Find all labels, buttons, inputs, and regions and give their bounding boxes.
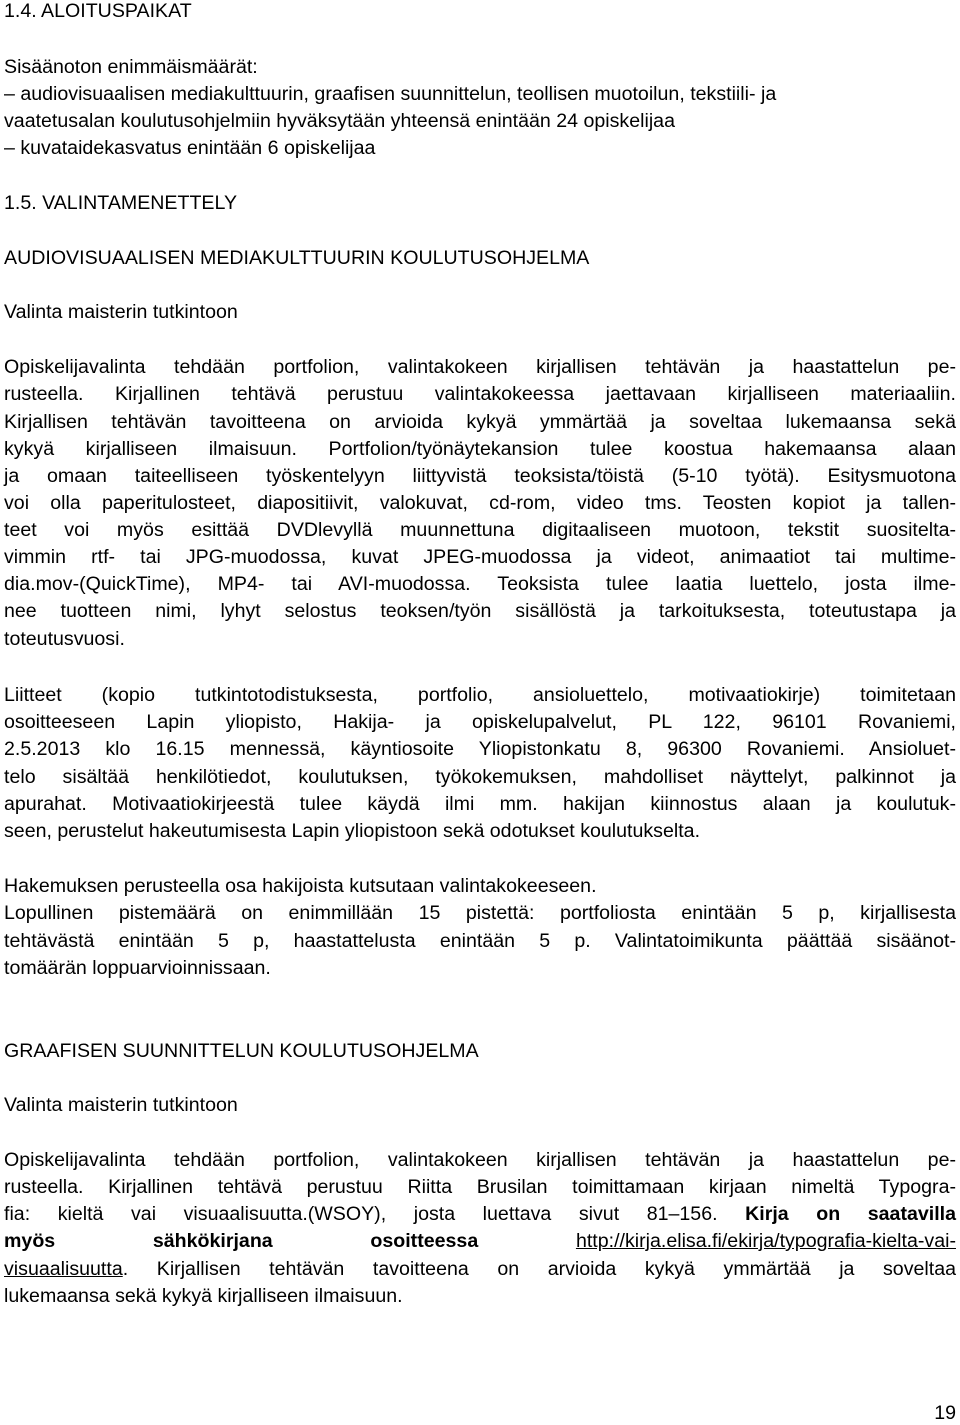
section-1-4-heading: 1.4. ALOITUSPAIKAT [4,0,192,22]
gd-bold-word: myös [4,1230,56,1252]
gd-bold-word: osoitteessa [370,1230,479,1252]
av-p1-line: kykyä kirjalliseen ilmaisuun. Portfolion/työnäytekansion tulee koostua hakemaansa alaan [4,438,956,460]
av-p2-line: Liitteet (kopio tutkintotodistuksesta, portfolio, ansioluettelo, motivaatiokirje) toimitetaan [4,684,956,706]
av-p1-line: toteutusvuosi. [4,628,125,650]
gd-paragraph-line [4,1205,956,1225]
av-p1-line: nee tuotteen nimi, lyhyt selostus teoksen/työn sisällöstä ja tarkoituksesta, toteutustapa ja [4,600,956,622]
av-p2-line: 2.5.2013 klo 16.15 mennessä, käyntiosoite Yliopistonkatu 8, 96300 Rovaniemi. Ansioluet- [4,738,956,760]
av-p1-line: voi olla paperitulosteet, diapositiivit, valokuvat, cd-rom, video tms. Teosten kopiot ja tallen- [4,492,956,514]
ebook-link[interactable]: http://kirja.elisa.fi/ekirja/typografia-kielta-vai- [575,1230,956,1252]
intake-line-2: vaatetusalan koulutusohjelmiin hyväksytään yhteensä enintään 24 opiskelijaa [4,110,675,132]
gd-paragraph-line: Opiskelijavalinta tehdään portfolion, valintakokeen kirjallisen tehtävän ja haastattelun pe- [4,1149,956,1171]
av-p1-line: dia.mov-(QuickTime), MP4- tai AVI-muodossa. Teoksista tulee laatia luettelo, josta ilme- [4,573,956,595]
gd-paragraph-line [4,1260,956,1280]
av-p1-line: rusteella. Kirjallinen tehtävä perustuu valintakokeessa jaettavaan kirjalliseen materiaaliin. [4,383,956,405]
gd-programme-title: GRAAFISEN SUUNNITTELUN KOULUTUSOHJELMA [4,1040,479,1062]
av-p1-line: vimmin rtf- tai JPG-muodossa, kuvat JPEG-muodossa ja videot, animaatiot tai multime- [4,546,956,568]
gd-text: . Kirjallisen tehtävän tavoitteena on arvioida kykyä ymmärtää ja soveltaa [122,1258,956,1280]
gd-paragraph-line: lukemaansa sekä kykyä kirjalliseen ilmaisuun. [4,1285,403,1307]
intake-line-3: – kuvataidekasvatus enintään 6 opiskelijaa [4,137,376,159]
av-p3-line: tomäärän loppuarvioinnissaan. [4,957,271,979]
ebook-link-continued[interactable]: visuaalisuutta [4,1258,123,1280]
gd-bold-word: sähkökirjana [152,1230,273,1252]
av-p1-line: teet voi myös esittää DVDlevyllä muunnettuna digitaaliseen muotoon, tekstit suositelta- [4,519,956,541]
av-p1-line: Opiskelijavalinta tehdään portfolion, valintakokeen kirjallisen tehtävän ja haastattelun pe- [4,356,956,378]
av-p3-line: tehtävästä enintään 5 p, haastattelusta enintään 5 p. Valintatoimikunta päättää sisäänot- [4,930,956,952]
gd-subtitle: Valinta maisterin tutkintoon [4,1094,238,1116]
av-subtitle: Valinta maisterin tutkintoon [4,301,238,323]
av-p1-line: ja omaan taiteelliseen työskentelyyn liittyvistä teoksista/töistä (5-10 työtä). Esitysmuotona [4,465,956,487]
av-p2-line: osoitteeseen Lapin yliopisto, Hakija- ja opiskelupalvelut, PL 122, 96101 Rovaniemi, [4,711,956,733]
av-p3-line: Hakemuksen perusteella osa hakijoista kutsutaan valintakokeeseen. [4,875,597,897]
page-number: 19 [934,1402,956,1424]
av-p2-line: seen, perustelut hakeutumisesta Lapin yliopistoon sekä odotukset koulutukselta. [4,820,701,842]
av-p2-line: apurahat. Motivaatiokirjeestä tulee käydä ilmi mm. hakijan kiinnostus alaan ja koulutuk- [4,793,956,815]
av-p1-line: Kirjallisen tehtävän tavoitteena on arvioida kykyä ymmärtää ja soveltaa lukemaansa sekä [4,411,956,433]
av-programme-title: AUDIOVISUAALISEN MEDIAKULTTUURIN KOULUTUSOHJELMA [4,247,590,269]
intake-subheading: Sisäänoton enimmäismäärät: [4,56,258,78]
gd-paragraph-line: rusteella. Kirjallinen tehtävä perustuu Riitta Brusilan toimittamaan kirjaan nimeltä Typogra- [4,1176,956,1198]
section-1-5-heading: 1.5. VALINTAMENETTELY [4,192,238,214]
intake-line-1: – audiovisuaalisen mediakulttuurin, graafisen suunnittelun, teollisen muotoilun, tekstiili- ja [4,83,777,105]
av-p2-line: telo sisältää henkilötiedot, koulutuksen, työkokemuksen, mahdolliset näyttelyt, palkinnot ja [4,766,956,788]
gd-paragraph-line [4,1232,956,1252]
gd-availability-note: Kirja on saatavilla [745,1203,956,1225]
gd-book-text: fia: kieltä vai visuaalisuutta.(WSOY), josta luettava sivut 81–156. [4,1203,718,1225]
av-p3-line: Lopullinen pistemäärä on enimmillään 15 pistettä: portfoliosta enintään 5 p, kirjallisesta [4,902,956,924]
